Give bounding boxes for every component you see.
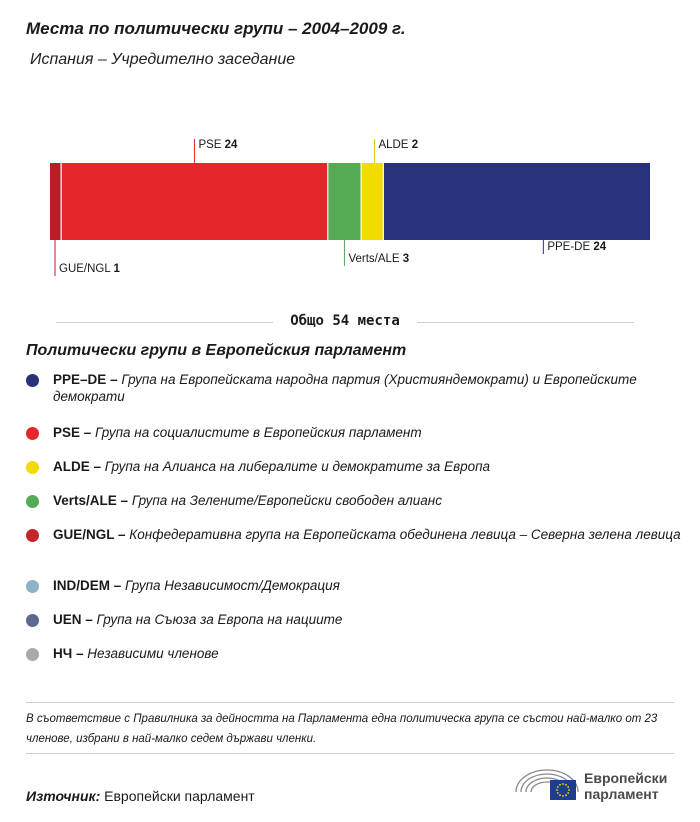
bar-label-gue-ngl: GUE/NGL 1 bbox=[59, 263, 120, 275]
bar-segment-gue-ngl bbox=[50, 163, 61, 240]
legend-dot-icon bbox=[26, 374, 39, 387]
legend-dot-icon bbox=[26, 529, 39, 542]
total-divider-right bbox=[417, 322, 634, 323]
logo-text-line1: Европейски bbox=[584, 770, 668, 786]
chart-title: Места по политически групи – 2004–2009 г. bbox=[26, 19, 406, 38]
eu-star-icon bbox=[568, 789, 570, 791]
eu-star-icon bbox=[557, 792, 559, 794]
eu-star-icon bbox=[567, 786, 569, 788]
legend-item-alde bbox=[26, 458, 686, 475]
logo-text-line2: парламент bbox=[584, 786, 659, 802]
stacked-bar-chart bbox=[0, 130, 700, 290]
eu-star-icon bbox=[562, 795, 564, 797]
legend-item-uen bbox=[26, 611, 686, 628]
eu-star-icon bbox=[565, 794, 567, 796]
bar-label-verts-ale: Verts/ALE 3 bbox=[348, 253, 410, 265]
legend-desc: Група на Алианса на либералите и демократите за Европа bbox=[104, 459, 491, 474]
parliament-hemicycle-icon bbox=[512, 762, 582, 806]
chart-subtitle: Испания – Учредително заседание bbox=[30, 51, 296, 68]
legend-abbr: Verts/ALE – bbox=[53, 493, 129, 508]
legend-abbr: PPE–DE – bbox=[53, 372, 118, 387]
legend-dot-icon bbox=[26, 648, 39, 661]
legend-item-nch bbox=[26, 645, 686, 662]
legend-title: Политически групи в Европейския парламент bbox=[26, 342, 407, 359]
bar-label-ppe-de: PPE-DE 24 bbox=[547, 241, 607, 253]
total-seats-row bbox=[56, 310, 634, 334]
legend-item-verts-ale bbox=[26, 492, 686, 509]
bar-label-alde: ALDE 2 bbox=[378, 139, 419, 151]
legend-abbr: GUE/NGL – bbox=[53, 527, 126, 542]
bar-segment-ppe-de bbox=[383, 163, 650, 240]
legend-list bbox=[26, 371, 686, 662]
total-seats-label: Общо 54 места bbox=[290, 313, 400, 329]
legend-dot-icon bbox=[26, 461, 39, 474]
eu-star-icon bbox=[557, 786, 559, 788]
source-label: Източник: bbox=[26, 788, 101, 804]
legend-item-ind-dem bbox=[26, 577, 686, 594]
eu-star-icon bbox=[559, 784, 561, 786]
eu-star-icon bbox=[567, 792, 569, 794]
legend-abbr: НЧ – bbox=[53, 646, 84, 661]
logo-text bbox=[584, 770, 667, 802]
bar-segment-verts-ale bbox=[328, 163, 361, 240]
legend-desc: Група на Европейската народна партия (Християндемократи) и Европейските демократи bbox=[53, 372, 637, 404]
note-divider-bottom bbox=[26, 753, 674, 754]
note-divider-top bbox=[26, 702, 674, 703]
legend-dot-icon bbox=[26, 495, 39, 508]
bar-label-pse: PSE 24 bbox=[198, 139, 238, 151]
legend-desc: Група на Зелените/Европейски свободен алианс bbox=[131, 493, 442, 508]
legend-abbr: IND/DEM – bbox=[53, 578, 122, 593]
legend-desc: Група на социалистите в Европейския парламент bbox=[95, 425, 422, 440]
eu-star-icon bbox=[562, 783, 564, 785]
bar-segment-alde bbox=[361, 163, 383, 240]
legend-dot-icon bbox=[26, 580, 39, 593]
legend-item-gue-ngl bbox=[26, 526, 686, 562]
eu-star-icon bbox=[565, 784, 567, 786]
legend-desc: Група на Съюза за Европа на нациите bbox=[96, 612, 343, 627]
source-line bbox=[26, 788, 255, 804]
legend-desc: Група Независимост/Демокрация bbox=[125, 578, 340, 593]
bar-segment-pse bbox=[61, 163, 328, 240]
legend-desc: Независими членове bbox=[87, 646, 219, 661]
legend-dot-icon bbox=[26, 614, 39, 627]
eu-star-icon bbox=[556, 789, 558, 791]
european-parliament-logo bbox=[512, 762, 680, 806]
legend-abbr: ALDE – bbox=[53, 459, 102, 474]
legend-abbr: UEN – bbox=[53, 612, 93, 627]
eu-flag-icon bbox=[550, 780, 576, 800]
source-value: Европейски парламент bbox=[104, 788, 255, 804]
eu-star-icon bbox=[559, 794, 561, 796]
legend-desc: Конфедеративна група на Европейската обединена левица – Северна зелена левица bbox=[129, 527, 681, 542]
legend-item-pse bbox=[26, 424, 686, 441]
legend-dot-icon bbox=[26, 427, 39, 440]
legend-item-ppe-de bbox=[26, 371, 686, 407]
footnote: В съответствие с Правилника за дейността на Парламента една политическа група се състои най-малко от 23 членове, избрани в най-малко седем държави членки. bbox=[26, 713, 658, 745]
legend-abbr: PSE – bbox=[53, 425, 92, 440]
